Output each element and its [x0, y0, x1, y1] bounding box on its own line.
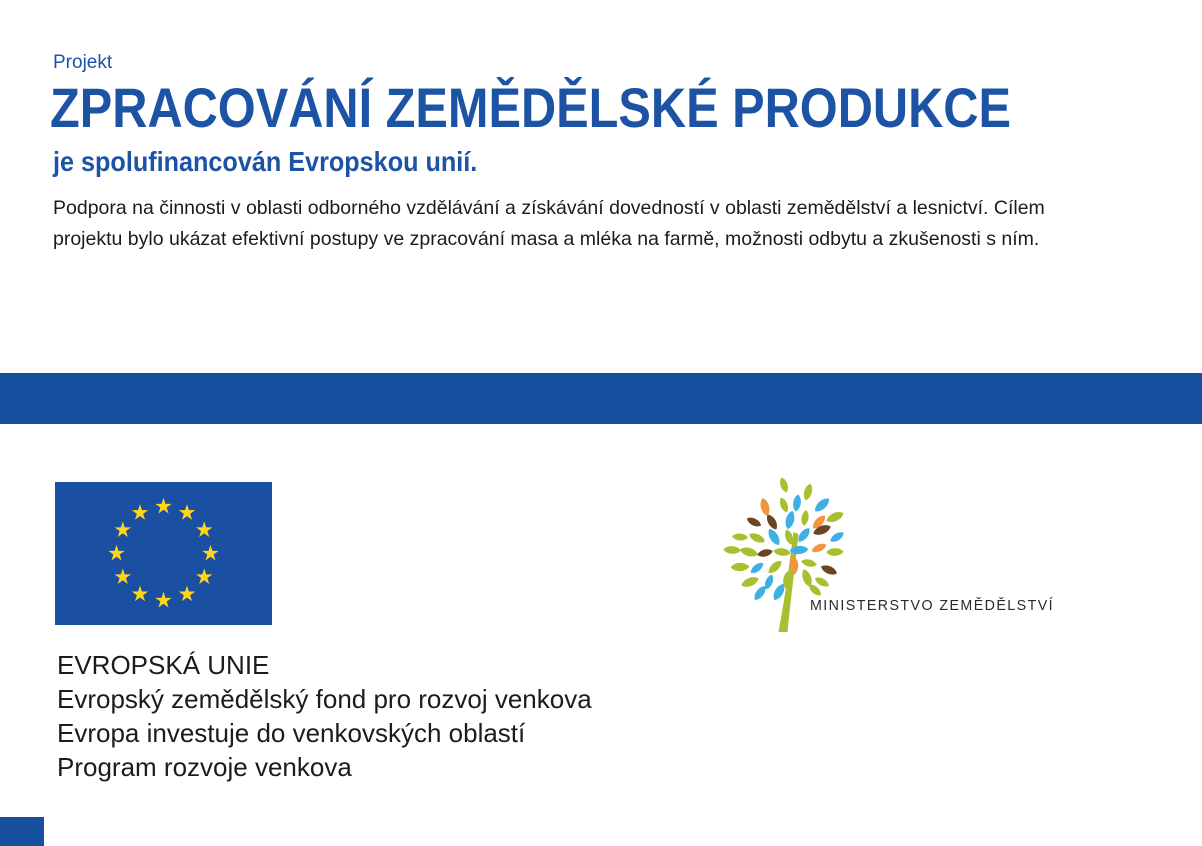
leaf-icon	[820, 563, 839, 577]
eu-funding-text	[57, 648, 592, 784]
leaf-icon	[826, 548, 843, 556]
leaf-icon	[740, 575, 760, 590]
leaf-icon	[812, 496, 831, 515]
eu-line-union: EVROPSKÁ UNIE	[57, 650, 270, 680]
leaf-icon	[778, 496, 790, 513]
leaf-icon	[825, 509, 845, 524]
leaf-icon	[778, 476, 790, 493]
ministry-wordmark: MINISTERSTVO ZEMĚDĚLSTVÍ	[810, 597, 1055, 614]
blue-divider-band	[0, 373, 1202, 424]
cofinancing-subtitle: je spolufinancován Evropskou unií.	[53, 146, 478, 177]
eu-flag	[55, 482, 272, 625]
ministry-tree-logo	[722, 475, 862, 640]
leaf-icon	[723, 546, 741, 555]
leaf-icon	[749, 560, 766, 575]
leaf-icon	[773, 547, 791, 557]
leaf-icon	[748, 531, 767, 545]
leaf-icon	[756, 548, 773, 559]
eu-line-invest: Evropa investuje do venkovských oblastí	[57, 718, 526, 748]
leaf-icon	[810, 542, 827, 555]
project-title: ZPRACOVÁNÍ ZEMĚDĚLSKÉ PRODUKCE	[50, 76, 1011, 139]
description-line-1: Podpora na činnosti v oblasti odborného vzdělávání a získávání dovedností v oblasti zemědělství a lesnictví. Cílem	[53, 197, 1045, 219]
corner-blue-square	[0, 817, 44, 846]
tree-leaves	[723, 476, 845, 602]
leaf-icon	[731, 563, 750, 572]
eu-line-fund: Evropský zemědělský fond pro rozvoj venkova	[57, 684, 592, 714]
leaf-icon	[800, 558, 817, 569]
leaf-icon	[800, 510, 809, 527]
description-line-2: projektu bylo ukázat efektivní postupy ve zpracování masa a mléka na farmě, možnosti odbytu a zkušenosti s ním.	[53, 228, 1040, 250]
leaf-icon	[759, 497, 772, 517]
leaf-icon	[792, 494, 802, 512]
leaf-icon	[766, 527, 783, 547]
leaf-icon	[732, 533, 748, 541]
leaf-icon	[766, 558, 784, 575]
leaf-icon	[784, 510, 797, 530]
leaf-icon	[828, 530, 845, 544]
project-kicker: Projekt	[53, 52, 113, 73]
project-description	[53, 193, 1045, 255]
leaf-icon	[745, 515, 762, 528]
leaf-icon	[802, 483, 814, 502]
leaf-icon	[739, 546, 759, 559]
eu-line-program: Program rozvoje venkova	[57, 752, 352, 782]
